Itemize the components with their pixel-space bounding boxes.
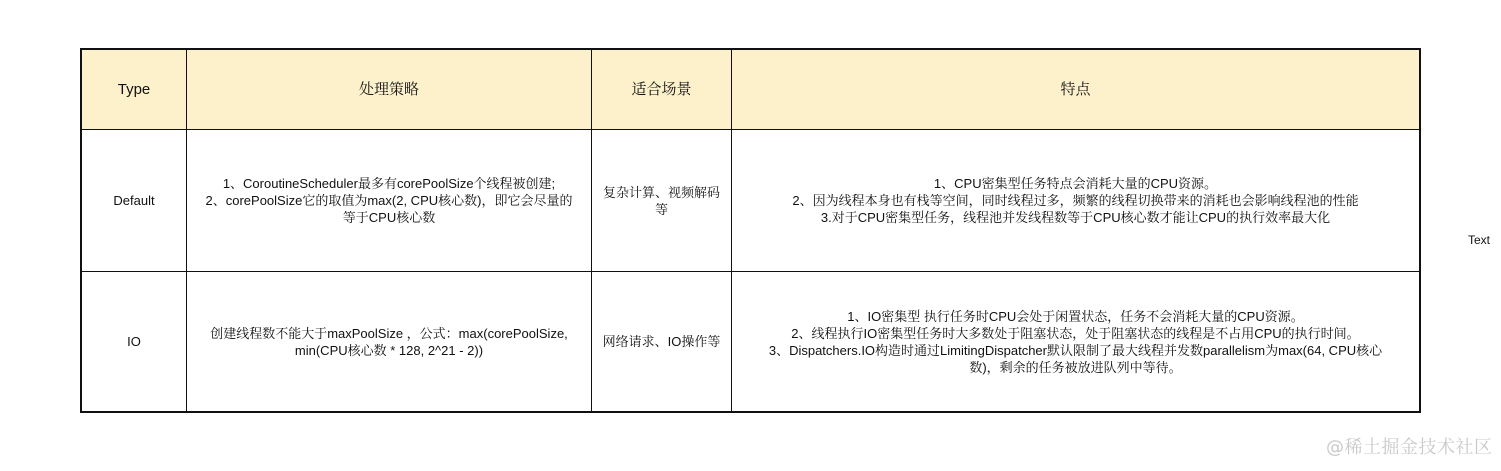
watermark: @稀土掘金技术社区 (1326, 437, 1493, 458)
scenario-line: 网络请求、IO操作等 (602, 334, 721, 349)
dispatcher-comparison-table (80, 48, 1421, 413)
strategy-line: 等于CPU核心数 (342, 210, 436, 225)
feature-line: 2、线程执行IO密集型任务时大多数处于阻塞状态，处于阻塞状态的线程是不占用CPU的执行时间。 (791, 325, 1360, 341)
strategy-line: 创建线程数不能大于maxPoolSize ，公式：max(corePoolSize, (210, 325, 568, 341)
feature-line: 1、CPU密集型任务特点会消耗大量的CPU资源。 (933, 176, 1218, 191)
strategy-line: min(CPU核心数 * 128, 2^21 - 2)) (294, 342, 484, 358)
row-io-type: IO (82, 272, 187, 411)
strategy-line: 2、corePoolSize它的取值为max(2, CPU核心数)，即它会尽量的 (205, 193, 573, 208)
strategy-line: 1、CoroutineScheduler最多有corePoolSize个线程被创建; (222, 176, 556, 191)
feature-line: 3、Dispatchers.IO构造时通过LimitingDispatcher默认限制了最大线程并发数parallelism为max(64, CPU核心 (768, 342, 1383, 358)
header-scenario: 适合场景 (592, 50, 732, 130)
row-default-strategy (187, 130, 592, 272)
row-default-features (732, 130, 1419, 272)
row-io-scenario (592, 272, 732, 411)
feature-line: 1、IO密集型 执行任务时CPU会处于闲置状态，任务不会消耗大量的CPU资源。 (847, 308, 1304, 324)
scenario-line: 等 (654, 201, 668, 217)
row-default-scenario (592, 130, 732, 272)
scenario-line: 复杂计算、视频解码 (602, 184, 720, 200)
row-default-type: Default (82, 130, 187, 272)
header-type: Type (82, 50, 187, 130)
header-features: 特点 (732, 50, 1419, 130)
feature-line: 3.对于CPU密集型任务，线程池并发线程数等于CPU核心数才能让CPU的执行效率最大化 (820, 210, 1331, 225)
row-io-features (732, 272, 1419, 411)
side-text-label: Text (1468, 233, 1491, 247)
header-strategy: 处理策略 (187, 50, 592, 130)
row-io-strategy (187, 272, 592, 411)
feature-line: 2、因为线程本身也有栈等空间，同时线程过多，频繁的线程切换带来的消耗也会影响线程池的性能 (792, 193, 1359, 208)
feature-line: 数)，剩余的任务被放进队列中等待。 (969, 359, 1182, 375)
